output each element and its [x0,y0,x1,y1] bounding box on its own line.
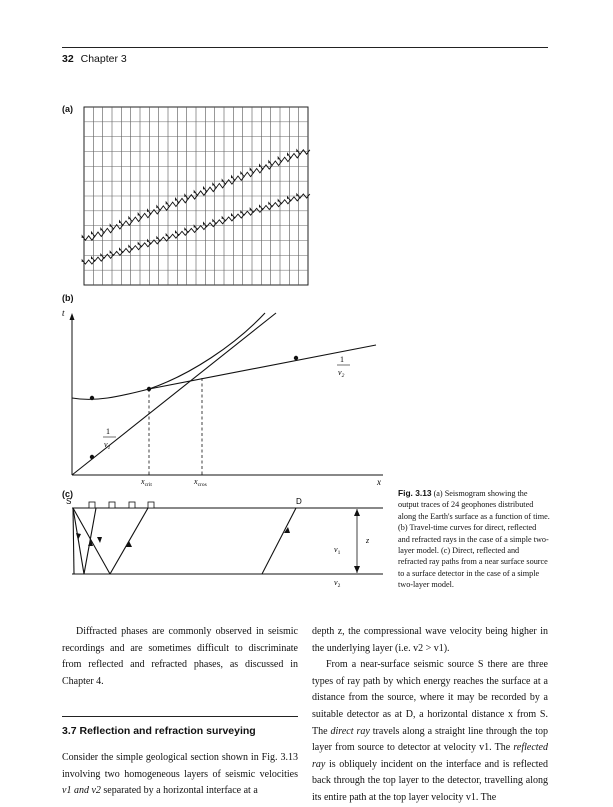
geophone-icon [109,502,115,508]
direct-ray-curve [72,313,276,475]
intercept-point [90,396,94,400]
geophone-icon [89,502,95,508]
refracted-ray-curve [149,345,376,389]
detector-label: D [296,497,302,506]
panel-a-label: (a) [62,104,73,114]
section-heading: 3.7 Reflection and refraction surveying [62,725,256,738]
left-column [62,624,298,800]
caption-text: (a) Seismogram showing the output traces of 24 geophones distributed along the Earth's surface as a function of time. (b) Travel-time curves for direct, reflected and refracted rays in the case of a simple two-layer model. (c) Direct, reflected and refracted ray paths from a near surface source to a surface detector in the case of a simple two-layer model. [398,489,550,590]
left-paragraph-1: Diffracted phases are commonly observed in seismic recordings and are sometimes difficult to discriminate from reflected and refracted phases, as discussed in Chapter 4. [62,626,298,687]
reflected-ray-curve [72,313,265,399]
right-column [312,624,548,807]
figure-caption [398,488,550,591]
right-paragraph-2: From a near-surface seismic source S there are three types of ray path by which energy reaches the surface at a distance from the source, where it may be recorded by a suitable detector as at D, a horizontal distance x from S. The direct ray travels along a straight line through the top layer from source to detector at velocity v1. The reflected ray is obliquely incident on the interface and is reflected back through the top layer to the detector, travelling along its entire path at the top layer velocity v1. The [312,659,549,803]
refracted-ray [73,508,296,574]
chapter-title: Chapter 3 [80,53,127,65]
slope-label-upper-den: $v_2$ [338,368,345,379]
travel-time-graph [0,0,383,488]
geophone-icon [129,502,135,508]
t-axis-label: t [62,308,65,318]
depth-label: z [366,536,370,545]
slope-label-upper-num: 1 [340,355,344,364]
geophone-icon [148,502,154,508]
reflected-ray-near [73,508,96,574]
left-paragraph-2: Consider the simple geological section shown in Fig. 3.13 involving two homogeneous layers of seismic velocities v1 and v2 separated by a horizontal interface at a [62,751,298,797]
t-axis-arrow [70,313,75,320]
page-number: 32 [62,53,74,65]
panel-c-label: (c) [62,489,73,499]
x-axis-label: x [377,477,381,487]
seismogram-panel [82,107,310,285]
slope-label-lower-num: 1 [106,427,110,436]
caption-label: Fig. 3.13 [398,488,432,498]
panel-b-label: (b) [62,293,74,303]
v2-label: $v_2$ [334,578,341,589]
direct-point [90,455,94,459]
x-crit-label: $x_{crit}$ [141,477,152,488]
vertical-ray [73,508,74,574]
ray-path-section [0,0,383,589]
source-label: S [66,497,72,506]
ray-arrows [76,527,290,547]
v1-label: $v_1$ [334,545,341,556]
slope-label-lower-den: $v_1$ [104,440,111,451]
refraction-point [294,356,298,360]
right-paragraph-1: depth z, the compressional wave velocity being higher in the underlying layer (i.e. v2 > v1). [312,626,548,654]
x-cros-label: $x_{cros}$ [194,477,207,488]
